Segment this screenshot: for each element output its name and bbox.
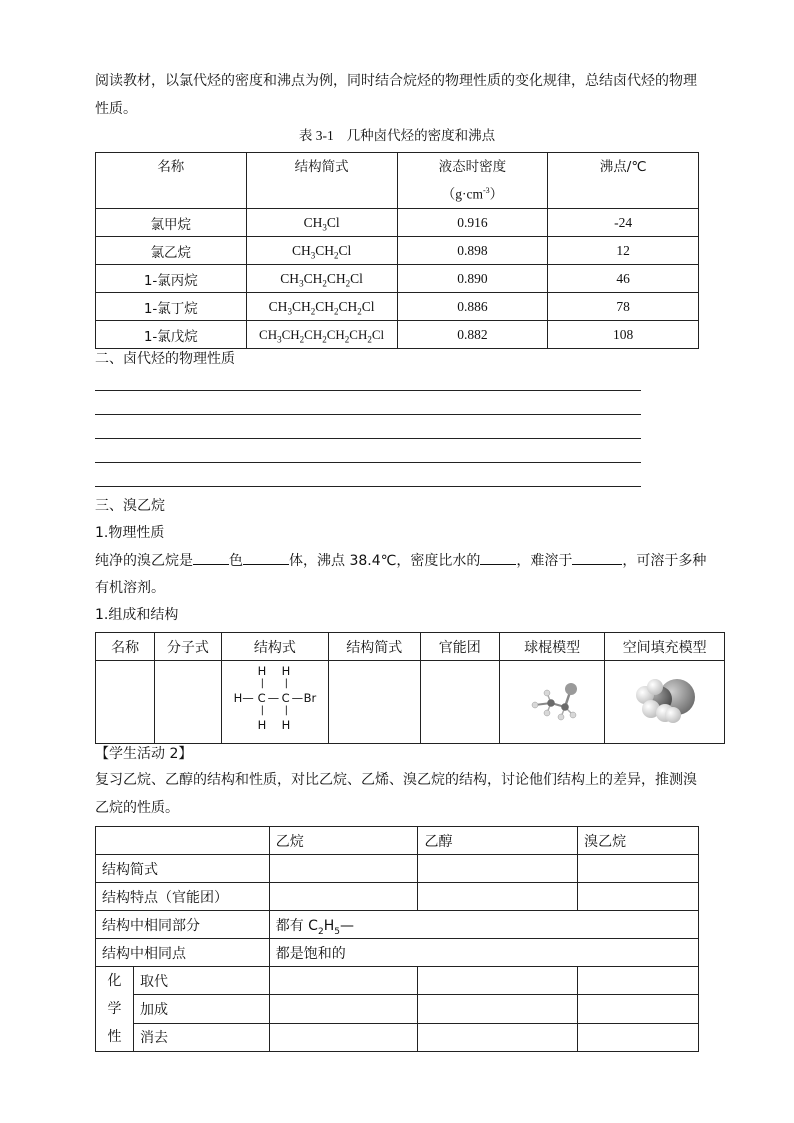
intro-line-2: 性质。 <box>95 101 137 117</box>
ball-stick-model-image <box>517 675 587 725</box>
fill-sentence <box>95 549 706 572</box>
table1-header-density-label: 液态时密度 <box>438 159 507 175</box>
section3-sub2: 1.组成和结构 <box>95 607 179 623</box>
halocarbon-table <box>95 152 699 349</box>
t3-cell[interactable] <box>418 1023 578 1051</box>
t2-cell-molecular-formula[interactable] <box>155 661 221 744</box>
density-unit-exp: -3 <box>482 186 490 195</box>
t3-col-ethane: 乙烷 <box>269 827 418 855</box>
t3-cell[interactable] <box>418 855 578 883</box>
struct-atom-h: H <box>257 664 267 678</box>
t3-cell[interactable] <box>578 855 699 883</box>
row-name: 氯乙烷 <box>96 237 247 265</box>
table-row <box>96 237 699 265</box>
t3-cell[interactable] <box>269 967 418 995</box>
t3-chem-label: 化 学 性 <box>96 967 134 1052</box>
section3-sub1: 1.物理性质 <box>95 525 165 541</box>
t3-corner <box>96 827 270 855</box>
answer-line[interactable] <box>95 414 641 415</box>
struct-bond-vertical: | <box>260 678 264 689</box>
density-unit-close: ） <box>489 186 504 202</box>
fill-text-5: ，可溶于多种 <box>622 553 707 569</box>
row-bp: 12 <box>548 237 699 265</box>
table1-header-density-unit <box>398 179 548 207</box>
table-row <box>96 855 699 883</box>
t2-cell-functional-group[interactable] <box>420 661 499 744</box>
table1-header-density <box>397 153 548 209</box>
struct-bond-cc: — <box>267 691 280 705</box>
t2-header-ball-stick: 球棍模型 <box>499 633 605 661</box>
struct-atom-c: C <box>257 691 266 705</box>
t3-same-part: 都有 $C_2H_5—$ <box>269 911 698 939</box>
t3-col-bromoethane: 溴乙烷 <box>578 827 699 855</box>
comparison-table <box>95 826 699 1052</box>
table-row <box>96 1023 699 1051</box>
row-name: 1-氯丁烷 <box>96 293 247 321</box>
t3-cell[interactable] <box>418 883 578 911</box>
t3-cell[interactable] <box>578 1023 699 1051</box>
fill-sentence-line2: 有机溶剂。 <box>95 580 165 596</box>
t3-reaction-label: 消去 <box>133 1023 269 1051</box>
row-formula: $CH_3CH_2CH_2CH_2Cl$ <box>246 293 397 321</box>
row-name: 1-氯戊烷 <box>96 321 247 349</box>
answer-line[interactable] <box>95 438 641 439</box>
t2-cell-ball-stick <box>499 661 605 744</box>
t2-cell-condensed-formula[interactable] <box>329 661 420 744</box>
table1-header-formula: 结构简式 <box>246 153 397 209</box>
t3-row-label: 结构特点（官能团） <box>96 883 270 911</box>
t2-header-name: 名称 <box>96 633 155 661</box>
t3-cell[interactable] <box>418 967 578 995</box>
answer-line[interactable] <box>95 462 641 463</box>
t3-cell[interactable] <box>578 967 699 995</box>
t3-row-label: 结构中相同部分 <box>96 911 270 939</box>
struct-bond-vertical: | <box>284 678 288 689</box>
fill-blank-color[interactable] <box>193 549 229 565</box>
struct-atom-h: H <box>281 664 291 678</box>
table1-caption-number: 表 3-1 <box>298 128 334 143</box>
t2-header-molecular-formula: 分子式 <box>155 633 221 661</box>
fill-text-4: ，难溶于 <box>516 553 573 569</box>
row-density: 0.882 <box>397 321 548 349</box>
table1-header-bp: 沸点/℃ <box>548 153 699 209</box>
t2-header-space-filling: 空间填充模型 <box>605 633 725 661</box>
table-row <box>96 911 699 939</box>
intro-line-1: 阅读教材，以氯代烃的密度和沸点为例，同时结合烷烃的物理性质的变化规律，总结卤代烃的物理 <box>95 73 697 89</box>
activity-line-2: 乙烷的性质。 <box>95 800 179 816</box>
fill-blank-solvent[interactable] <box>572 549 622 565</box>
row-density: 0.890 <box>397 265 548 293</box>
t2-header-structural-formula: 结构式 <box>221 633 329 661</box>
answer-line[interactable] <box>95 486 641 487</box>
row-name: 1-氯丙烷 <box>96 265 247 293</box>
activity-line-1: 复习乙烷、乙醇的结构和性质，对比乙烷、乙烯、溴乙烷的结构，讨论他们结构上的差异，推测溴 <box>95 772 697 788</box>
density-unit-open: （g·cm <box>441 186 483 202</box>
row-bp: 78 <box>548 293 699 321</box>
t3-reaction-label: 取代 <box>133 967 269 995</box>
t3-cell[interactable] <box>269 995 418 1023</box>
section2-title: 二、卤代烃的物理性质 <box>95 351 235 367</box>
t3-cell[interactable] <box>578 995 699 1023</box>
space-filling-model-image <box>625 669 705 731</box>
struct-bond-vertical: | <box>260 705 264 716</box>
table-row <box>96 321 699 349</box>
table-row <box>96 883 699 911</box>
t2-cell-space-filling <box>605 661 725 744</box>
table-row <box>96 265 699 293</box>
t3-reaction-label: 加成 <box>133 995 269 1023</box>
table-row <box>96 967 699 995</box>
t2-cell-structural-formula <box>221 661 329 744</box>
row-formula: $CH_3CH_2CH_2CH_2CH_2Cl$ <box>246 321 397 349</box>
row-bp: -24 <box>548 209 699 237</box>
table1-caption <box>0 125 794 147</box>
row-bp: 108 <box>548 321 699 349</box>
struct-bond-cbr: — <box>291 691 304 705</box>
t2-cell-name[interactable] <box>96 661 155 744</box>
struct-atom-h: H <box>257 718 267 732</box>
row-formula: $CH_3CH_2Cl$ <box>246 237 397 265</box>
table1-header-name: 名称 <box>96 153 247 209</box>
answer-line[interactable] <box>95 390 641 391</box>
t3-cell[interactable] <box>269 855 418 883</box>
t3-col-ethanol: 乙醇 <box>418 827 578 855</box>
struct-left-h: H— <box>233 691 254 705</box>
bromoethane-structure-table <box>95 632 725 744</box>
t3-cell[interactable] <box>578 883 699 911</box>
struct-atom-h: H <box>281 718 291 732</box>
row-formula: $CH_3Cl$ <box>246 209 397 237</box>
fill-text-3: 体，沸点 38.4℃，密度比水的 <box>289 553 481 569</box>
table-row <box>96 995 699 1023</box>
fill-text-1: 纯净的溴乙烷是 <box>95 553 193 569</box>
table-row <box>96 939 699 967</box>
row-bp: 46 <box>548 265 699 293</box>
row-density: 0.916 <box>397 209 548 237</box>
t3-same-point: 都是饱和的 <box>269 939 698 967</box>
struct-atom-c: C <box>281 691 290 705</box>
t3-row-label: 结构中相同点 <box>96 939 270 967</box>
struct-bond-vertical: | <box>284 705 288 716</box>
table1-caption-text: 几种卤代烃的密度和沸点 <box>346 128 496 144</box>
fill-blank-density[interactable] <box>480 549 516 565</box>
section3-title: 三、溴乙烷 <box>95 498 165 514</box>
t3-cell[interactable] <box>269 1023 418 1051</box>
fill-text-2: 色 <box>229 553 243 569</box>
row-density: 0.886 <box>397 293 548 321</box>
struct-atom-br: Br <box>303 691 317 705</box>
fill-blank-state[interactable] <box>243 549 289 565</box>
table-row <box>96 293 699 321</box>
t2-header-condensed-formula: 结构简式 <box>329 633 420 661</box>
t2-header-functional-group: 官能团 <box>420 633 499 661</box>
bromoethane-structural-formula <box>222 661 328 743</box>
activity-title: 【学生活动 2】 <box>95 746 193 762</box>
t3-row-label: 结构简式 <box>96 855 270 883</box>
table-row <box>96 209 699 237</box>
row-density: 0.898 <box>397 237 548 265</box>
row-name: 氯甲烷 <box>96 209 247 237</box>
t3-cell[interactable] <box>269 883 418 911</box>
row-formula: $CH_3CH_2CH_2Cl$ <box>246 265 397 293</box>
t3-cell[interactable] <box>418 995 578 1023</box>
